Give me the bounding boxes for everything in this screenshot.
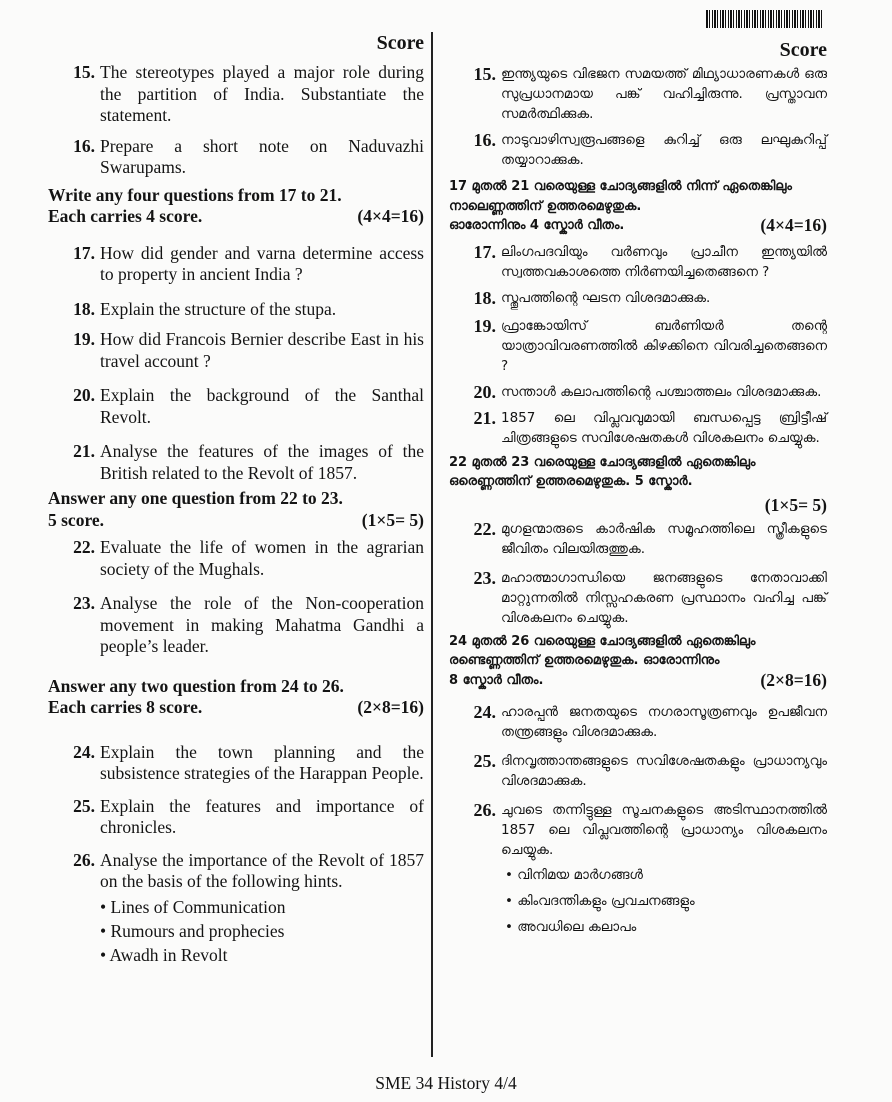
question-text: Explain the structure of the stupa. [100, 298, 337, 319]
question-text: Explain the features and importance of chronicles. [100, 795, 424, 837]
question-number: 25. [73, 795, 95, 816]
question-24-ml [449, 702, 827, 742]
hint-item: • വിനിമയ മാർഗങ്ങൾ [505, 867, 643, 883]
question-text: Prepare a short note on Naduvazhi Swarupams. [100, 135, 424, 177]
question-number: 15. [473, 64, 496, 84]
question-26 [48, 850, 424, 893]
question-15-ml [449, 64, 827, 124]
question-number: 18. [473, 287, 496, 308]
question-number: 17. [73, 242, 95, 263]
question-number: 25. [473, 751, 496, 771]
marks-label: (2×8=16) [357, 697, 424, 717]
column-divider [431, 32, 433, 1057]
instruction-line: ഓരോന്നിനും 4 സ്കോർ വീതം. [449, 218, 625, 233]
question-22 [48, 537, 424, 580]
question-text: 1857 ലെ വിപ്ലവവുമായി ബന്ധപ്പെട്ട ബ്രിട്ടീഷ് ചിത്രങ്ങളുടെ സവിശേഷതകൾ വിശകലനം ചെയ്യുക. [501, 409, 827, 446]
question-22-ml [449, 519, 827, 559]
question-number: 24. [73, 741, 95, 762]
question-16 [48, 136, 424, 179]
question-number: 26. [73, 849, 95, 870]
question-text: ഫ്രാങ്കോയിസ് ബർണിയർ തന്റെ യാത്രാവിവരണത്തിൽ കിഴക്കിനെ വിവരിച്ചതെങ്ങനെ ? [501, 317, 827, 374]
question-number: 23. [73, 593, 95, 613]
malayalam-column [449, 32, 827, 940]
question-text: Explain the town planning and the subsistence strategies of the Harappan People. [100, 741, 424, 783]
marks-label: (4×4=16) [357, 206, 424, 226]
instruction-line: 24 മുതൽ 26 വരെയുള്ള ചോദ്യങ്ങളിൽ ഏതെങ്കിലും രണ്ടെണ്ണത്തിന് ഉത്തരമെഴുതുക. ഓരോന്നിനും [449, 633, 756, 668]
instruction-line: Answer any one question from 22 to 23. [48, 488, 343, 508]
question-number: 16. [73, 135, 95, 156]
instruction-line: Each carries 4 score. [48, 206, 203, 226]
question-text: How did Francois Bernier describe East in his travel account ? [100, 329, 424, 371]
question-text: Analyse the role of the Non-cooperation movement in making Mahatma Gandhi a people’s leader. [100, 593, 424, 656]
instruction-line: Each carries 8 score. [48, 697, 203, 717]
question-17-ml [449, 242, 827, 282]
question-number: 19. [73, 329, 95, 349]
question-23-ml [449, 568, 827, 628]
question-20 [48, 385, 424, 428]
page-footer: SME 34 History 4/4 [375, 1073, 517, 1093]
question-number: 20. [73, 385, 95, 405]
section-instruction-22-23 [48, 488, 424, 531]
question-23 [48, 593, 424, 658]
question-17 [48, 243, 424, 286]
question-number: 23. [473, 567, 496, 588]
hint-item: • Rumours and prophecies [100, 920, 285, 941]
question-16-ml [449, 130, 827, 170]
section-instruction-17-21-ml [449, 177, 827, 236]
question-18-ml [449, 288, 827, 308]
question-text: ലിംഗപദവിയും വർണവും പ്രാചീന ഇന്ത്യയിൽ സ്വത്തവകാശത്തെ നിർണയിച്ചതെങ്ങനെ ? [501, 243, 827, 280]
question-26-ml [449, 800, 827, 860]
hint-list [48, 895, 424, 967]
question-number: 16. [473, 130, 496, 150]
question-19-ml [449, 316, 827, 376]
question-text: Analyse the features of the images of the British related to the Revolt of 1857. [100, 441, 424, 483]
hint-item: • കിംവദന്തികളും പ്രവചനങ്ങളും [505, 893, 695, 909]
instruction-line: Answer any two question from 24 to 26. [48, 675, 344, 696]
question-21-ml [449, 408, 827, 448]
section-instruction-24-26-ml [449, 632, 827, 691]
question-15 [48, 62, 424, 127]
marks-label: (1×5= 5) [361, 509, 424, 530]
hint-list [449, 862, 827, 940]
hint-item: • Awadh in Revolt [100, 944, 228, 965]
question-text: മഹാത്മാഗാന്ധിയെ ജനങ്ങളുടെ നേതാവാക്കി മാറ്റുന്നതിൽ നിസ്സഹകരണ പ്രസ്ഥാനം വഹിച്ച പങ്ക് വിശകലനം ചെയ്യുക. [501, 569, 827, 626]
question-text: Explain the background of the Santhal Revolt. [100, 385, 424, 427]
instruction-line: 22 മുതൽ 23 വരെയുള്ള ചോദ്യങ്ങളിൽ ഏതെങ്കിലും ഒരെണ്ണത്തിന് ഉത്തരമെഴുതുക. 5 സ്കോർ. [449, 454, 756, 489]
instruction-line: Write any four questions from 17 to 21. [48, 184, 342, 205]
question-24 [48, 742, 424, 785]
section-instruction-24-26 [48, 676, 424, 719]
question-number: 22. [473, 518, 496, 539]
question-20-ml [449, 382, 827, 402]
marks-label: (4×4=16) [760, 215, 827, 235]
score-label: Score [779, 39, 827, 61]
question-25-ml [449, 751, 827, 791]
question-text: Analyse the importance of the Revolt of 1857 on the basis of the following hints. [100, 849, 424, 891]
question-number: 18. [73, 298, 95, 319]
hint-item: • Lines of Communication [100, 896, 286, 917]
section-instruction-17-21 [48, 185, 424, 228]
question-number: 21. [73, 441, 95, 461]
question-number: 15. [73, 62, 95, 82]
question-number: 26. [473, 800, 496, 820]
hint-item: • അവധിലെ കലാപം [505, 919, 637, 935]
question-number: 24. [473, 702, 496, 722]
question-text: സ്തൂപത്തിന്റെ ഘടന വിശദമാക്കുക. [501, 289, 711, 306]
english-column [48, 32, 424, 967]
question-text: ഇന്ത്യയുടെ വിഭജന സമയത്ത് മിഥ്യാധാരണകൾ ഒരു സുപ്രധാനമായ പങ്ക് വഹിച്ചിരുന്നു. പ്രസ്താവന സമർത്ഥിക്കുക. [501, 66, 827, 122]
instruction-line: 5 score. [48, 509, 105, 530]
section-instruction-22-23-ml [449, 453, 827, 492]
score-label: Score [376, 32, 424, 54]
question-text: മുഗളന്മാരുടെ കാർഷിക സമൂഹത്തിലെ സ്ത്രീകളുടെ ജീവിതം വിലയിരുത്തുക. [501, 520, 827, 557]
marks-label: (1×5= 5) [764, 494, 827, 515]
question-number: 21. [473, 407, 496, 428]
question-text: നാടുവാഴിസ്വരൂപങ്ങളെ കുറിച്ച് ഒരു ലഘുകുറിപ്പ് തയ്യാറാക്കുക. [501, 132, 827, 168]
question-21 [48, 441, 424, 484]
question-number: 20. [473, 381, 496, 402]
question-text: How did gender and varna determine access to property in ancient India ? [100, 242, 424, 284]
question-18 [48, 299, 424, 321]
question-25 [48, 796, 424, 839]
question-text: ഹാരപ്പൻ ജനതയുടെ നഗരാസൂത്രണവും ഉപജീവന തന്ത്രങ്ങളും വിശദമാക്കുക. [501, 704, 827, 740]
barcode [706, 10, 824, 28]
instruction-line: 17 മുതൽ 21 വരെയുള്ള ചോദ്യങ്ങളിൽ നിന്ന് ഏതെങ്കിലും നാലെണ്ണത്തിന് ഉത്തരമെഴുതുക. [449, 179, 792, 214]
question-number: 19. [473, 315, 496, 336]
question-19 [48, 329, 424, 372]
question-text: Evaluate the life of women in the agrarian society of the Mughals. [100, 537, 424, 579]
question-number: 22. [73, 537, 95, 557]
marks-label: (2×8=16) [760, 669, 827, 690]
question-number: 17. [473, 241, 496, 262]
question-text: The stereotypes played a major role during the partition of India. Substantiate the statement. [100, 62, 424, 125]
question-text: ചുവടെ തന്നിട്ടുള്ള സൂചനകളുടെ അടിസ്ഥാനത്തിൽ 1857 ലെ വിപ്ലവത്തിന്റെ പ്രാധാന്യം വിശകലനം ചെയ്യുക. [501, 802, 827, 858]
question-text: ദിനവൃത്താന്തങ്ങളുടെ സവിശേഷതകളും പ്രാധാന്യവും വിശദമാക്കുക. [501, 753, 827, 789]
instruction-line: 8 സ്കോർ വീതം. [449, 672, 544, 688]
question-text: സന്താൾ കലാപത്തിന്റെ പശ്ചാത്തലം വിശദമാക്കുക. [501, 383, 822, 400]
